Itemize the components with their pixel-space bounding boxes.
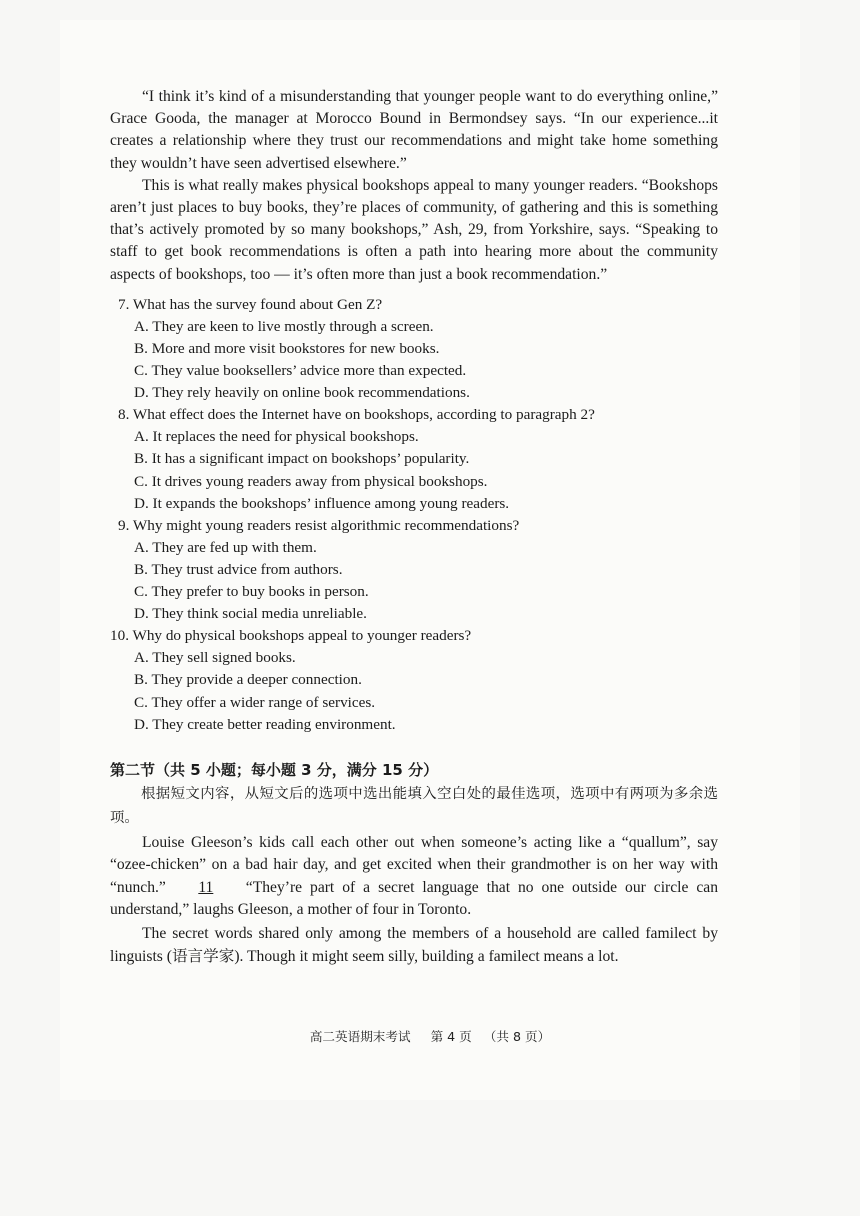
option-d: D. They rely heavily on online book recommendations.: [134, 384, 470, 402]
option-b: B. It has a significant impact on bookshops’ popularity.: [134, 450, 470, 468]
option-a: A. They are fed up with them.: [134, 538, 317, 556]
option-c: C. It drives young readers away from physical bookshops.: [134, 472, 488, 490]
option-d: D. It expands the bookshops’ influence among young readers.: [134, 494, 510, 512]
option-b: B. They trust advice from authors.: [134, 560, 343, 578]
question-10: [110, 625, 718, 735]
question-7: [110, 294, 718, 404]
question-9: [110, 515, 718, 625]
option-a: A. They are keen to live mostly through a screen.: [134, 317, 434, 335]
blank-11: 11: [198, 878, 214, 896]
question-8: [110, 404, 718, 514]
option-d: D. They create better reading environment.: [134, 715, 396, 733]
page-footer: [0, 1028, 860, 1046]
option-a: A. They sell signed books.: [134, 649, 296, 667]
option-c: C. They offer a wider range of services.: [134, 693, 376, 711]
question-stem: 10. Why do physical bookshops appeal to younger readers?: [110, 627, 472, 645]
page-content: [110, 86, 718, 968]
section-heading: 第二节（共 5 小题；每小题 3 分，满分 15 分）: [110, 760, 439, 779]
question-stem: 8. What effect does the Internet have on bookshops, according to paragraph 2?: [118, 406, 595, 424]
exam-title: 高二英语期末考试: [309, 1029, 411, 1044]
cloze-paragraph-2: The secret words shared only among the members of a household are called familect by linguists (语言学家). Though it might seem silly, building a familect means a lot.: [110, 925, 718, 965]
option-c: C. They value booksellers’ advice more than expected.: [134, 362, 467, 380]
option-c: C. They prefer to buy books in person.: [134, 583, 369, 601]
passage-paragraph-1: “I think it’s kind of a misunderstanding that younger people want to do everything online,” Grace Gooda, the manager at Morocco Bound in Bermondsey says. “In our experience...it creates a relationship where they trust our recommendations and might take home something they wouldn’t have seen advertised elsewhere.”: [110, 88, 718, 172]
option-b: B. They provide a deeper connection.: [134, 671, 362, 689]
question-list: [110, 294, 718, 736]
cloze-text-after: “They’re part of a secret language that no one outside our circle can understand,” laughs Gleeson, a mother of four in Toronto.: [110, 878, 719, 918]
question-stem: 9. Why might young readers resist algorithmic recommendations?: [118, 516, 520, 534]
option-a: A. It replaces the need for physical bookshops.: [134, 428, 419, 446]
option-d: D. They think social media unreliable.: [134, 605, 367, 623]
page-total: （共 8 页）: [483, 1029, 551, 1044]
option-b: B. More and more visit bookstores for new books.: [134, 340, 440, 358]
question-stem: 7. What has the survey found about Gen Z?: [118, 295, 383, 313]
passage-paragraph-2: This is what really makes physical bookshops appeal to many younger readers. “Bookshops aren’t just places to buy books, they’re places of community, of gathering and this is something that’s actively promoted by so many bookshops,” Ash, 29, from Yorkshire, says. “Speaking to staff to get book recommendations is often a path into hearing more about the community aspects of bookshops, too — it’s often more than just a book recommendation.”: [110, 176, 718, 283]
cloze-text-before: Louise Gleeson’s kids call each other out when someone’s acting like a “quallum”, say “ozee-chicken” on a bad hair day, and get excited when their grandmother is on her way with “nunch.”: [110, 833, 718, 896]
page-number: 第 4 页: [430, 1029, 472, 1044]
cloze-paragraph-1: [110, 832, 718, 922]
section-instruction: 根据短文内容，从短文后的选项中选出能填入空白处的最佳选项，选项中有两项为多余选项。: [110, 785, 718, 826]
